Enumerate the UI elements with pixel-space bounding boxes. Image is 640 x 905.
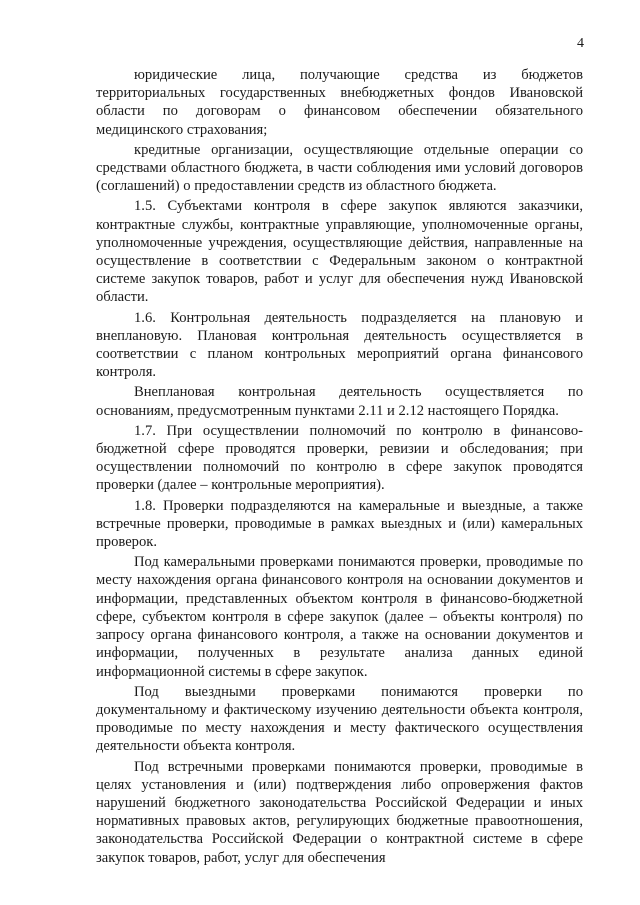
paragraph-unplanned: Внеплановая контрольная деятельность осуществляется по основаниям, предусмотренным пунктами 2.11 и 2.12 настоящего Порядка.: [96, 384, 583, 419]
paragraph-desk-audits: Под камеральными проверками понимаются проверки, проводимые по месту нахождения органа финансового контроля на основании документов и информации, представленных объектом контроля в финансово-бюджетной сфере, субъектом контроля в сфере закупок (далее – объекты контроля) по запросу органа финансового контроля, а также на основании документов и информации, полученных в результате анализа данных единой информационной системы в сфере закупок.: [96, 554, 583, 680]
paragraph-credit-organizations: кредитные организации, осуществляющие отдельные операции со средствами областного бюджета, в части соблюдения ими условий договоров (соглашений) о предоставлении средств из областного бюджета.: [96, 141, 583, 195]
paragraph-legal-entities: юридические лица, получающие средства из бюджетов территориальных государственных внебюджетных фондов Ивановской области по договорам о финансовом обеспечении обязательного медицинского страхования;: [96, 67, 583, 138]
paragraph-counter-audits: Под встречными проверками понимаются проверки, проводимые в целях установления и (или) подтверждения либо опровержения фактов нарушений бюджетного законодательства Российской Федерации и иных нормативных правовых актов, регулирующих бюджетные правоотношения, законодательства Российской Федерации о контрактной системе в сфере закупок товаров, работ, услуг для обеспечения: [96, 758, 583, 866]
paragraph-1-6: 1.6. Контрольная деятельность подразделяется на плановую и внеплановую. Плановая контрольная деятельность осуществляется в соответствии с планом контрольных мероприятий органа финансового контроля.: [96, 309, 583, 381]
paragraph-1-7: 1.7. При осуществлении полномочий по контролю в финансово-бюджетной сфере проводятся проверки, ревизии и обследования; при осуществлении полномочий по контролю в сфере закупок проводятся проверки (далее – контрольные мероприятия).: [96, 422, 583, 494]
document-body: [96, 66, 583, 869]
page-number: 4: [577, 36, 584, 51]
paragraph-1-5: 1.5. Субъектами контроля в сфере закупок являются заказчики, контрактные службы, контрактные управляющие, уполномоченные органы, уполномоченные учреждения, осуществляющие действия, направленные на осуществление в соответствии с Федеральным законом о контрактной системе закупок товаров, работ и услуг для обеспечения нужд Ивановской области.: [96, 198, 583, 306]
paragraph-field-audits: Под выездными проверками понимаются проверки по документальному и фактическому изучению деятельности объекта контроля, проводимые по месту нахождения и месту фактического осуществления деятельности объекта контроля.: [96, 683, 583, 755]
paragraph-1-8: 1.8. Проверки подразделяются на камеральные и выездные, а также встречные проверки, проводимые в рамках выездных и (или) камеральных проверок.: [96, 497, 583, 551]
